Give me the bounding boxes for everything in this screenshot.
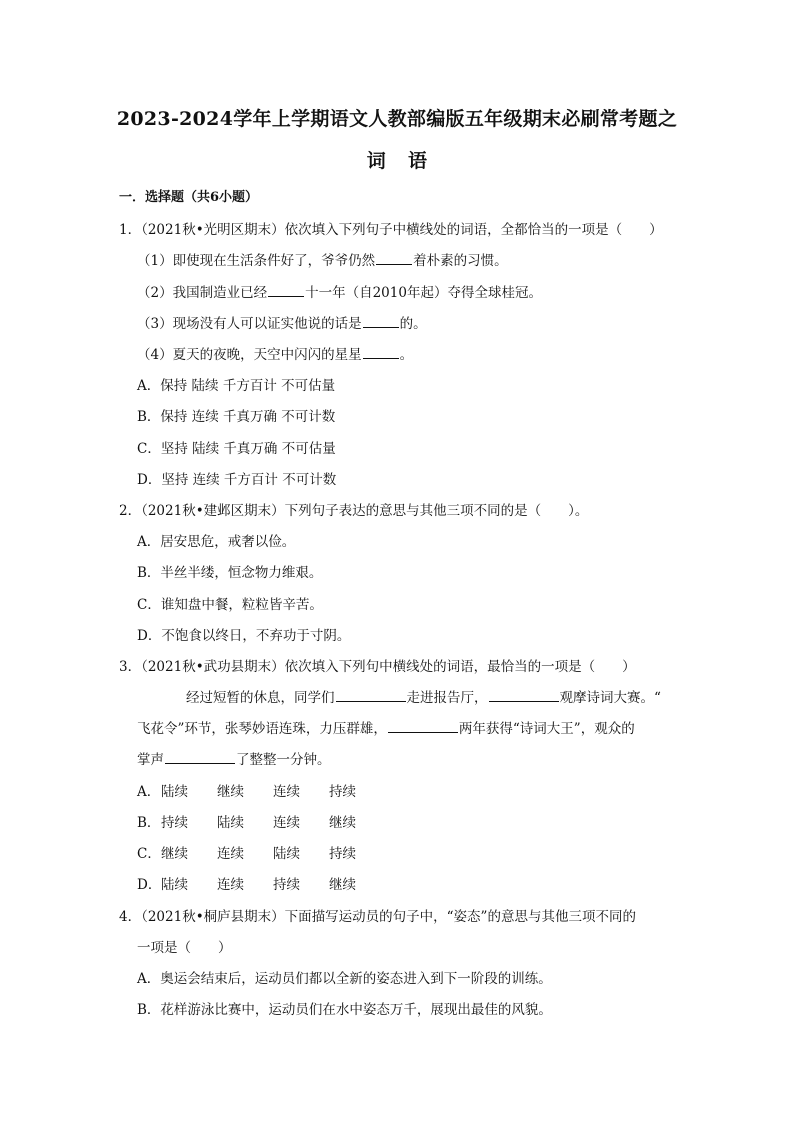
q2-stem: 2．（2021秋•建邺区期末）下列句子表达的意思与其他三项不同的是（ ）。 — [119, 503, 589, 519]
fill-blank — [268, 295, 304, 297]
q1-option-b: B．保持 连续 千真万确 不可计数 — [137, 409, 336, 425]
q1-sentence-2 — [137, 281, 542, 301]
document-subtitle — [0, 146, 794, 173]
q4-option-a: A．奥运会结束后，运动员们都以全新的姿态进入到下一阶段的训练。 — [137, 971, 552, 987]
q1-option-c: C．坚持 陆续 千真万确 不可估量 — [137, 441, 336, 457]
q1-s3-text-end: 的。 — [399, 316, 427, 332]
option-word: 持续 — [329, 846, 356, 862]
option-word: 继续 — [217, 784, 244, 800]
option-word: 连续 — [273, 815, 300, 831]
fill-blank — [363, 357, 399, 359]
subtitle-char-1: 词 — [366, 150, 386, 172]
q3-p3-text-end: 了整整一分钟。 — [236, 752, 331, 768]
fill-blank — [489, 700, 559, 702]
option-word: 连续 — [273, 784, 300, 800]
q1-s1-text-end: 着朴素的习惯。 — [413, 253, 508, 269]
q1-sentence-4 — [137, 343, 413, 363]
option-word: 陆续 — [161, 877, 188, 893]
option-letter: D． — [137, 877, 162, 893]
q3-option-c — [137, 842, 385, 862]
q3-passage-line-3 — [137, 748, 331, 768]
q4-option-b: B．花样游泳比赛中，运动员们在水中姿态万千，展现出最佳的风貌。 — [137, 1002, 552, 1018]
q3-p1-text: 经过短暂的休息，同学们 — [186, 690, 335, 706]
option-word: 陆续 — [161, 784, 188, 800]
q1-option-a: A．保持 陆续 千方百计 不可估量 — [137, 378, 336, 394]
q2-option-d: D．不饱食以终日，不弃功于寸阴。 — [137, 628, 351, 644]
option-word: 继续 — [161, 846, 188, 862]
option-word: 继续 — [329, 877, 356, 893]
q3-passage-line-2 — [137, 717, 635, 737]
fill-blank — [336, 700, 406, 702]
option-word: 陆续 — [273, 846, 300, 862]
q3-stem: 3．（2021秋•武功县期末）依次填入下列句中横线处的词语，最恰当的一项是（ ） — [119, 659, 636, 675]
subtitle-char-2: 语 — [408, 150, 428, 172]
option-word: 继续 — [329, 815, 356, 831]
option-letter: C． — [137, 846, 161, 862]
option-word: 陆续 — [217, 815, 244, 831]
fill-blank — [388, 731, 458, 733]
q1-s3-text: （3）现场没有人可以证实他说的话是 — [137, 316, 362, 332]
q3-p3-text: 掌声 — [137, 752, 164, 768]
q1-stem: 1．（2021秋•光明区期末）依次填入下列句子中横线处的词语，全都恰当的一项是（ ） — [119, 222, 663, 238]
option-word: 连续 — [217, 877, 244, 893]
q2-option-b: B．半丝半缕，恒念物力维艰。 — [137, 565, 323, 581]
q3-p2-text-end: 两年获得“诗词大王”，观众的 — [458, 721, 635, 737]
q3-option-b — [137, 811, 385, 831]
option-word: 连续 — [217, 846, 244, 862]
q3-option-a — [137, 780, 385, 800]
fill-blank — [363, 326, 399, 328]
option-word: 持续 — [329, 784, 356, 800]
q4-stem-cont: 一项是（ ） — [137, 940, 232, 956]
q2-option-c: C．谁知盘中餐，粒粒皆辛苦。 — [137, 597, 323, 613]
option-letter: A． — [137, 784, 161, 800]
q3-p1-text-end: 观摩诗词大赛。“ — [559, 690, 661, 706]
q1-s2-text: （2）我国制造业已经 — [137, 285, 268, 301]
fill-blank — [165, 762, 235, 764]
q3-p2-text: 飞花令”环节，张琴妙语连珠，力压群雄， — [137, 721, 387, 737]
q1-s4-text: （4）夏天的夜晚，天空中闪闪的星星 — [137, 347, 362, 363]
q3-option-d — [137, 873, 385, 893]
q1-sentence-1 — [137, 249, 508, 269]
section-heading: 一．选择题（共6小题） — [119, 190, 259, 205]
q1-option-d: D．坚持 连续 千方百计 不可计数 — [137, 472, 337, 488]
q3-p1-text-mid: 走进报告厅， — [406, 690, 488, 706]
q1-s1-text: （1）即使现在生活条件好了，爷爷仍然 — [137, 253, 376, 269]
q3-passage-line-1 — [186, 686, 661, 706]
option-word: 持续 — [161, 815, 188, 831]
q1-s4-text-end: 。 — [399, 347, 414, 363]
q1-s2-text-end: 十一年（自2010年起）夺得全球桂冠。 — [305, 285, 542, 301]
q2-option-a: A．居安思危，戒奢以俭。 — [137, 534, 296, 550]
option-letter: B． — [137, 815, 161, 831]
option-word: 持续 — [273, 877, 300, 893]
fill-blank — [376, 263, 412, 265]
q4-stem: 4．（2021秋•桐庐县期末）下面描写运动员的句子中，“姿态”的意思与其他三项不同的 — [119, 909, 636, 925]
document-title: 2023-2024学年上学期语文人教部编版五年级期末必刷常考题之 — [116, 108, 678, 130]
q1-sentence-3 — [137, 312, 427, 332]
